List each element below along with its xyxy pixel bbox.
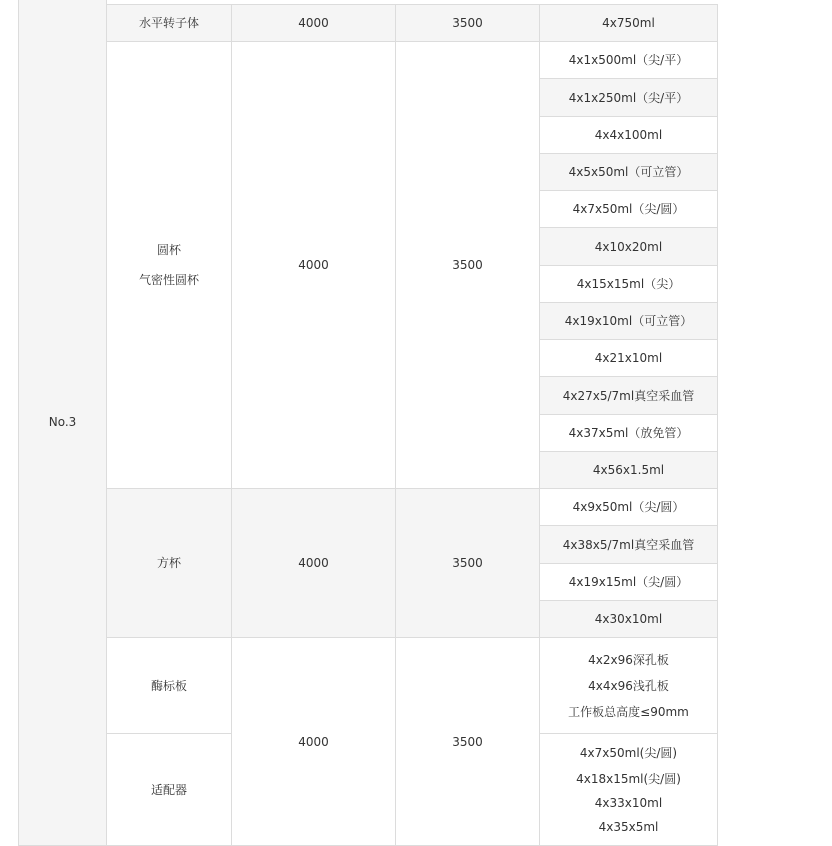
capacity-cell [539,116,718,154]
capacity-value: 4x9x50ml（尖/圆） [572,500,685,514]
rotor-label: 圆杯 [156,243,181,257]
capacity-cell [539,339,718,377]
capacity-value: 工作板总高度≤90mm [568,704,689,719]
max-speed-cell [231,488,396,638]
capacity-value: 4x7x50ml（尖/圆） [572,202,685,216]
max-speed-value: 4000 [298,16,329,30]
rotor-cell [106,41,232,489]
capacity-cell [539,637,718,734]
rotor-label: 方杯 [156,556,181,570]
capacity-cell [539,563,718,601]
capacity-cell [539,600,718,638]
capacity-value: 4x750ml [602,16,655,30]
capacity-cell [539,153,718,191]
capacity-value: 4x1x250ml（尖/平） [568,90,689,105]
speed2-value: 3500 [452,16,483,30]
max-speed-value: 4000 [298,258,329,272]
capacity-value: 4x30x10ml [594,612,663,626]
group-cell [18,0,107,846]
rotor-cell [106,637,232,734]
capacity-value: 4x38x5/7ml真空采血管 [562,537,695,552]
speed2-cell [395,4,540,42]
capacity-value: 4x21x10ml [594,351,663,365]
speed2-value: 3500 [452,734,483,749]
capacity-value: 4x27x5/7ml真空采血管 [562,388,695,403]
max-speed-cell [231,4,396,42]
rotor-cell [106,488,232,638]
capacity-cell [539,488,718,526]
speed2-cell [395,637,540,846]
speed2-value: 3500 [452,258,483,272]
max-speed-cell [231,637,396,846]
capacity-cell [539,451,718,489]
capacity-value: 4x19x10ml（可立管） [564,314,693,328]
capacity-cell [539,227,718,266]
capacity-cell [539,376,718,415]
capacity-value: 4x5x50ml（可立管） [568,165,689,179]
capacity-value: 4x4x96浅孔板 [588,678,669,693]
speed2-value: 3500 [452,556,483,570]
rotor-label: 酶标板 [150,678,187,693]
capacity-value: 4x33x10ml [594,795,663,810]
max-speed-value: 4000 [298,734,329,749]
capacity-value: 4x35x5ml [598,819,659,834]
capacity-value: 4x1x500ml（尖/平） [568,53,689,67]
speed2-cell [395,41,540,489]
capacity-cell [539,302,718,340]
capacity-value: 4x7x50ml(尖/圆) [579,745,678,760]
rotor-cell [106,733,232,846]
rotor-cell [106,4,232,42]
capacity-cell [539,78,718,117]
capacity-cell [539,733,718,846]
capacity-cell [539,190,718,228]
rotor-label: 气密性圆杯 [138,273,199,287]
speed2-cell [395,488,540,638]
capacity-cell [539,414,718,452]
rotor-label: 适配器 [150,782,187,797]
capacity-value: 4x10x20ml [594,239,663,254]
rotor-label: 水平转子体 [138,16,199,30]
max-speed-cell [231,41,396,489]
capacity-cell [539,4,718,42]
capacity-cell [539,41,718,79]
group-label: No.3 [48,415,77,429]
capacity-value: 4x18x15ml(尖/圆) [576,771,681,786]
capacity-cell [539,265,718,303]
capacity-value: 4x19x15ml（尖/圆） [568,575,689,589]
capacity-cell [539,525,718,564]
capacity-value: 4x4x100ml [594,128,663,142]
capacity-value: 4x37x5ml（放免管） [568,426,689,440]
capacity-value: 4x15x15ml（尖） [576,277,681,291]
capacity-value: 4x2x96深孔板 [588,652,669,667]
max-speed-value: 4000 [298,556,329,570]
capacity-value: 4x56x1.5ml [592,463,665,477]
